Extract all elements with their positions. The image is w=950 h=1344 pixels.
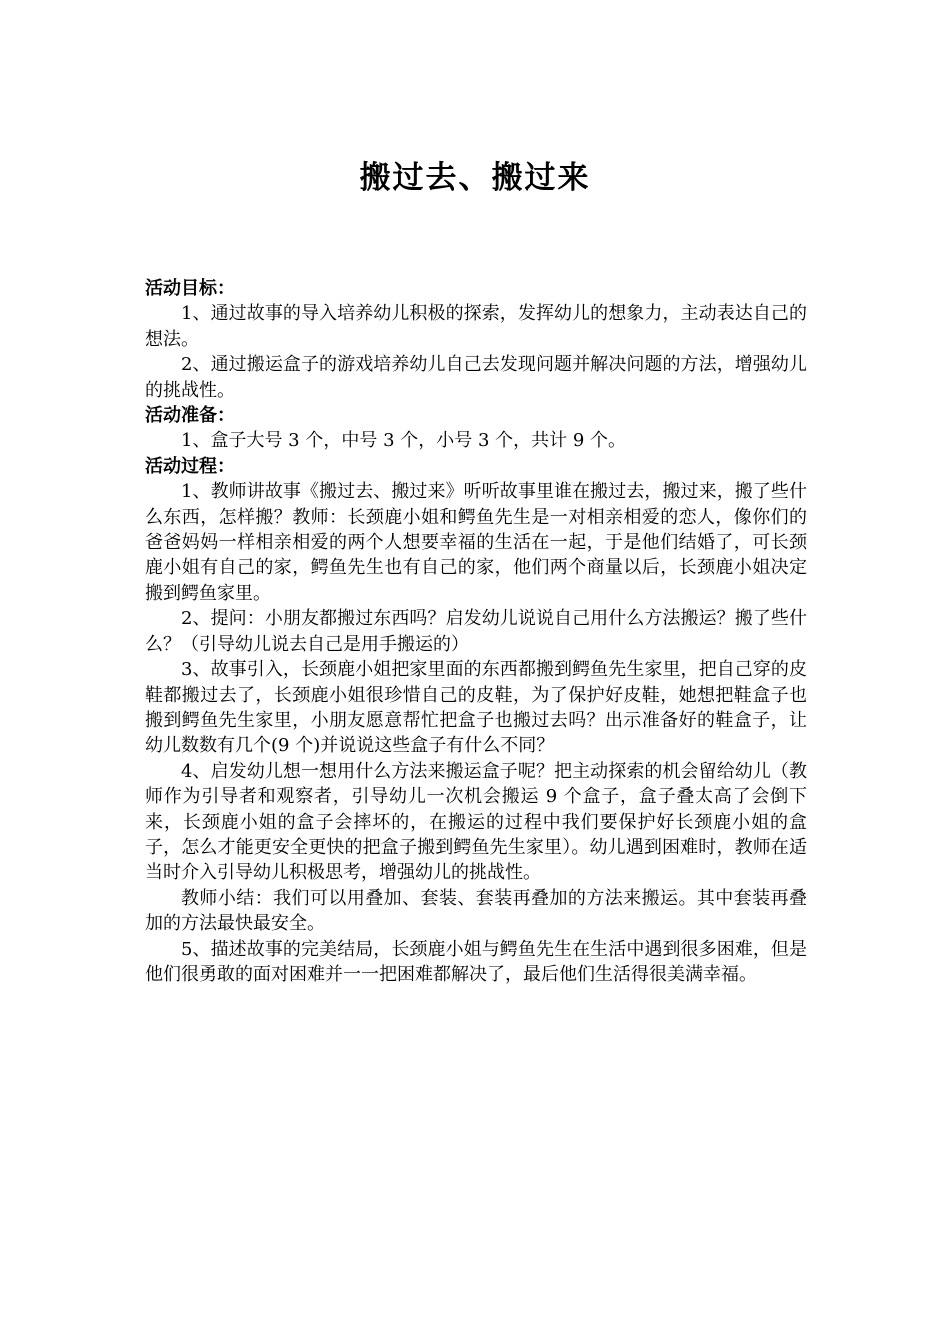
document-title: 搬过去、搬过来	[359, 160, 591, 196]
paragraph: 4、启发幼儿想一想用什么方法来搬运盒子呢？把主动探索的机会留给幼儿（教师作为引导者和观察者，引导幼儿一次机会搬运 9 个盒子，盒子叠太高了会倒下来，长颈鹿小姐的盒子会摔坏的，在搬运的过程中我们要保护好长颈鹿小姐的盒子，怎么才能更安全更快的把盒子搬到鳄鱼先生家里）。幼儿遇到困难时，教师在适当时介入引导幼儿积极思考，增强幼儿的挑战性。	[145, 760, 807, 884]
paragraph: 5、描述故事的完美结局，长颈鹿小姐与鳄鱼先生在生活中遇到很多困难，但是他们很勇敢的面对困难并一一把困难都解决了，最后他们生活得很美满幸福。	[145, 938, 807, 985]
paragraph: 1、通过故事的导入培养幼儿积极的探索，发挥幼儿的想象力，主动表达自己的想法。	[145, 303, 807, 350]
paragraph: 2、通过搬运盒子的游戏培养幼儿自己去发现问题并解决问题的方法，增强幼儿的挑战性。	[145, 354, 807, 401]
section-preparation	[145, 403, 807, 454]
section-heading: 活动目标：	[145, 278, 235, 299]
paragraph: 1、盒子大号 3 个，中号 3 个，小号 3 个，共计 9 个。	[181, 430, 627, 452]
paragraph: 1、教师讲故事《搬过去、搬过来》听听故事里谁在搬过去，搬过来，搬了些什么东西，怎样搬？教师：长颈鹿小姐和鳄鱼先生是一对相亲相爱的恋人，像你们的爸爸妈妈一样相亲相爱的两个人想要幸福的生活在一起，于是他们结婚了，可长颈鹿小姐有自己的家，鳄鱼先生也有自己的家，他们两个商量以后，长颈鹿小姐决定搬到鳄鱼家里。	[145, 481, 807, 604]
section-process	[145, 454, 807, 988]
paragraph: 2、提问：小朋友都搬过东西吗？启发幼儿说说自己用什么方法搬运？搬了些什么？（引导幼儿说去自己是用手搬运的）	[145, 608, 807, 655]
section-goals	[145, 276, 807, 403]
paragraph: 3、故事引入，长颈鹿小姐把家里面的东西都搬到鳄鱼先生家里，把自己穿的皮鞋都搬过去了，长颈鹿小姐很珍惜自己的皮鞋，为了保护好皮鞋，她想把鞋盒子也搬到鳄鱼先生家里，小朋友愿意帮忙把盒子也搬过去吗？出示准备好的鞋盒子，让幼儿数数有几个(9 个)并说说这些盒子有什么不同？	[145, 659, 807, 757]
section-heading: 活动过程：	[145, 455, 235, 477]
paragraph: 教师小结：我们可以用叠加、套装、套装再叠加的方法来搬运。其中套装再叠加的方法最快最安全。	[145, 887, 807, 935]
section-heading: 活动准备：	[145, 405, 235, 427]
document-body	[145, 276, 807, 987]
